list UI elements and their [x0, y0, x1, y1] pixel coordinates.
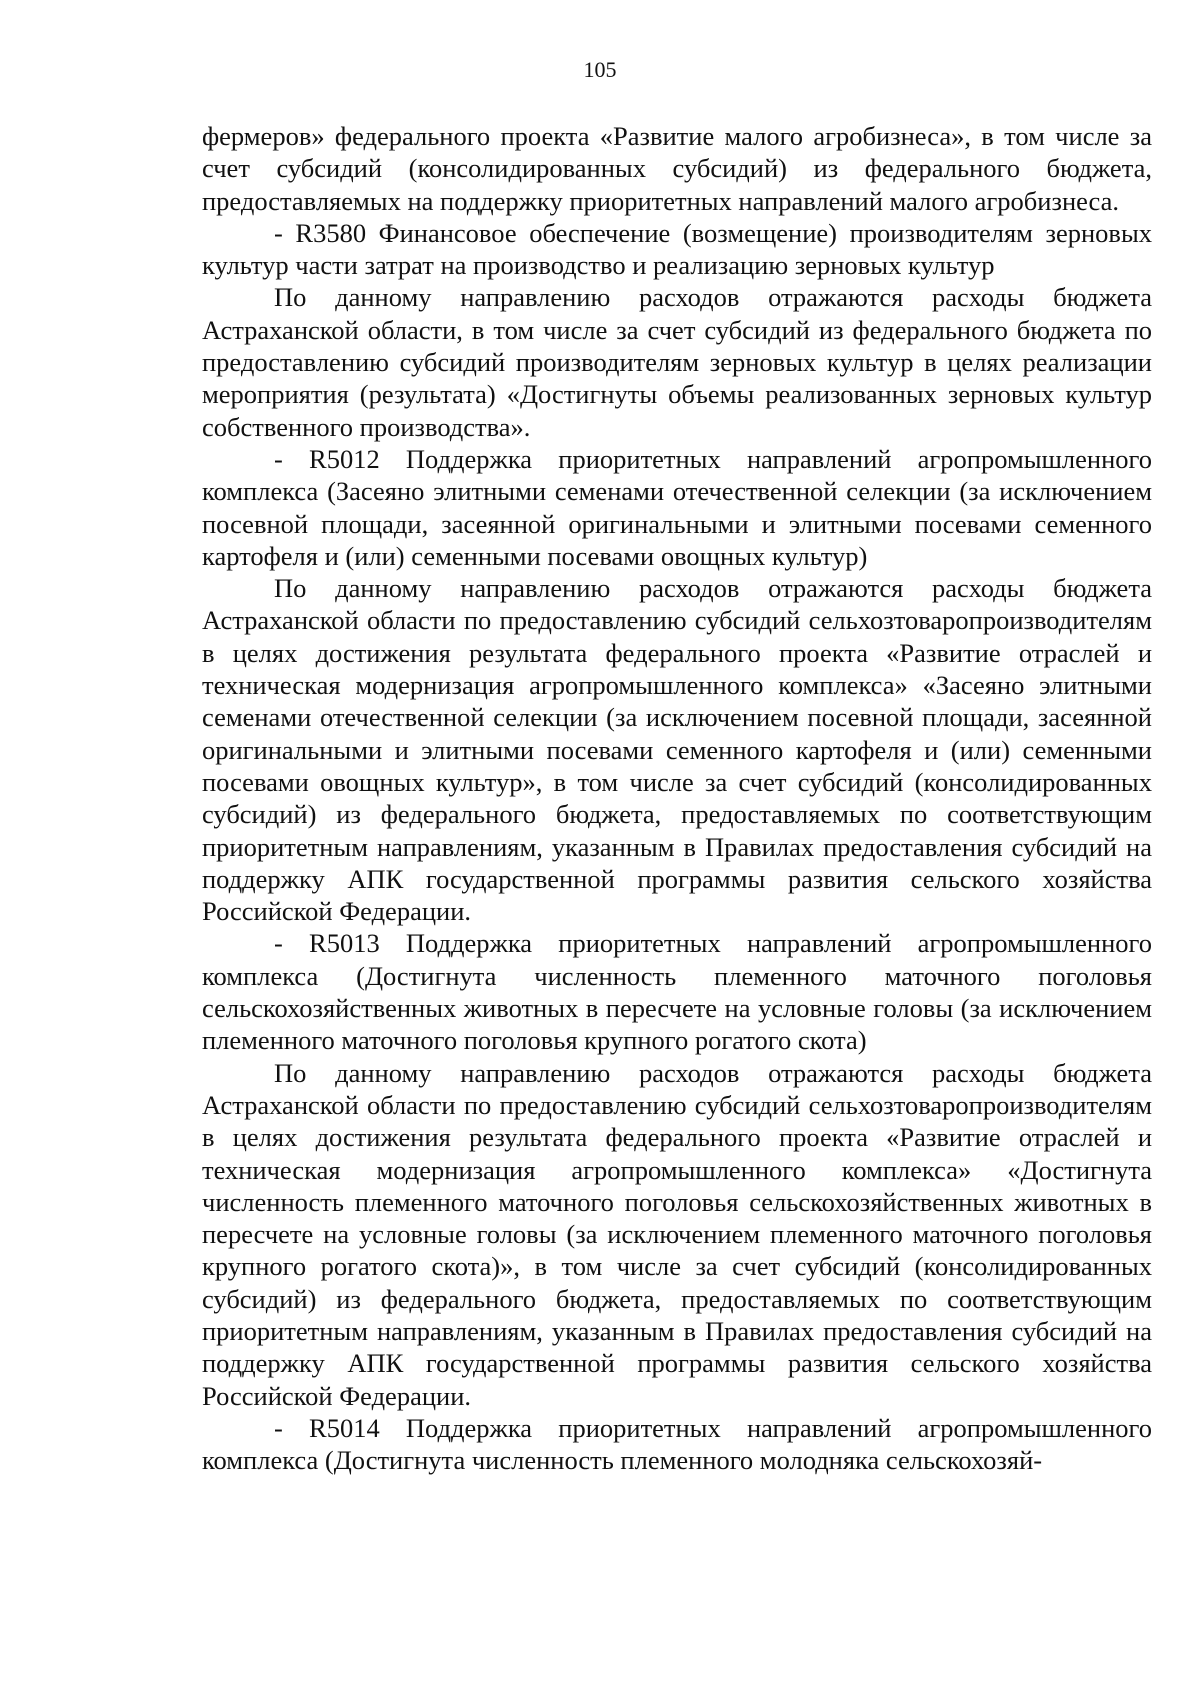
page-number: 105 — [583, 57, 617, 82]
document-body — [202, 120, 1152, 1476]
paragraph-r5012-heading: - R5012 Поддержка приоритетных направлений агропромышленного комплекса (Засеяно элитными семенами отечественной селекции (за исключением посевной площади, засеянной оригинальными и элитными посевами семенного картофеля и (или) семенными посевами овощных культур) — [202, 443, 1152, 571]
paragraph-r3580-description: По данному направлению расходов отражаются расходы бюджета Астраханской области, в том числе за счет субсидий из федерального бюджета по предоставлению субсидий производителям зерновых культур в целях реализации мероприятия (результата) «Достигнуты объемы реализованных зерновых культур собственного производства». — [202, 282, 1152, 442]
paragraph-continuation: фермеров» федерального проекта «Развитие малого агробизнеса», в том числе за счет субсидий (консолидированных субсидий) из федерального бюджета, предоставляемых на поддержку приоритетных направлений малого агробизнеса. — [202, 121, 1152, 216]
paragraph-r5014-heading: - R5014 Поддержка приоритетных направлений агропромышленного комплекса (Достигнута численность племенного молодняка сельскохозяй- — [202, 1412, 1152, 1476]
paragraph-r5013-heading: - R5013 Поддержка приоритетных направлений агропромышленного комплекса (Достигнута численность племенного маточного поголовья сельскохозяйственных животных в пересчете на условные головы (за исключением племенного маточного поголовья крупного рогатого скота) — [202, 928, 1152, 1056]
paragraph-r5013-description: По данному направлению расходов отражаются расходы бюджета Астраханской области по предоставлению субсидий сельхозтоваропроизводителям в целях достижения результата федерального проекта «Развитие отраслей и техническая модернизация агропромышленного комплекса» «Достигнута численность племенного маточного поголовья сельскохозяйственных животных в пересчете на условные головы (за исключением племенного маточного поголовья крупного рогатого скота)», в том числе за счет субсидий (консолидированных субсидий) из федерального бюджета, предоставляемых по соответствующим приоритетным направлениям, указанным в Правилах предоставления субсидий на поддержку АПК государственной программы развития сельского хозяйства Российской Федерации. — [202, 1057, 1152, 1411]
paragraph-r5012-description: По данному направлению расходов отражаются расходы бюджета Астраханской области по предоставлению субсидий сельхозтоваропроизводителям в целях достижения результата федерального проекта «Развитие отраслей и техническая модернизация агропромышленного комплекса» «Засеяно элитными семенами отечественной селекции (за исключением посевной площади, засеянной оригинальными и элитными посевами семенного картофеля и (или) семенными посевами овощных культур», в том числе за счет субсидий (консолидированных субсидий) из федерального бюджета, предоставляемых по соответствующим приоритетным направлениям, указанным в Правилах предоставления субсидий на поддержку АПК государственной программы развития сельского хозяйства Российской Федерации. — [202, 573, 1152, 927]
paragraph-r3580-heading: - R3580 Финансовое обеспечение (возмещение) производителям зерновых культур части затрат на производство и реализацию зерновых культур — [202, 217, 1152, 281]
